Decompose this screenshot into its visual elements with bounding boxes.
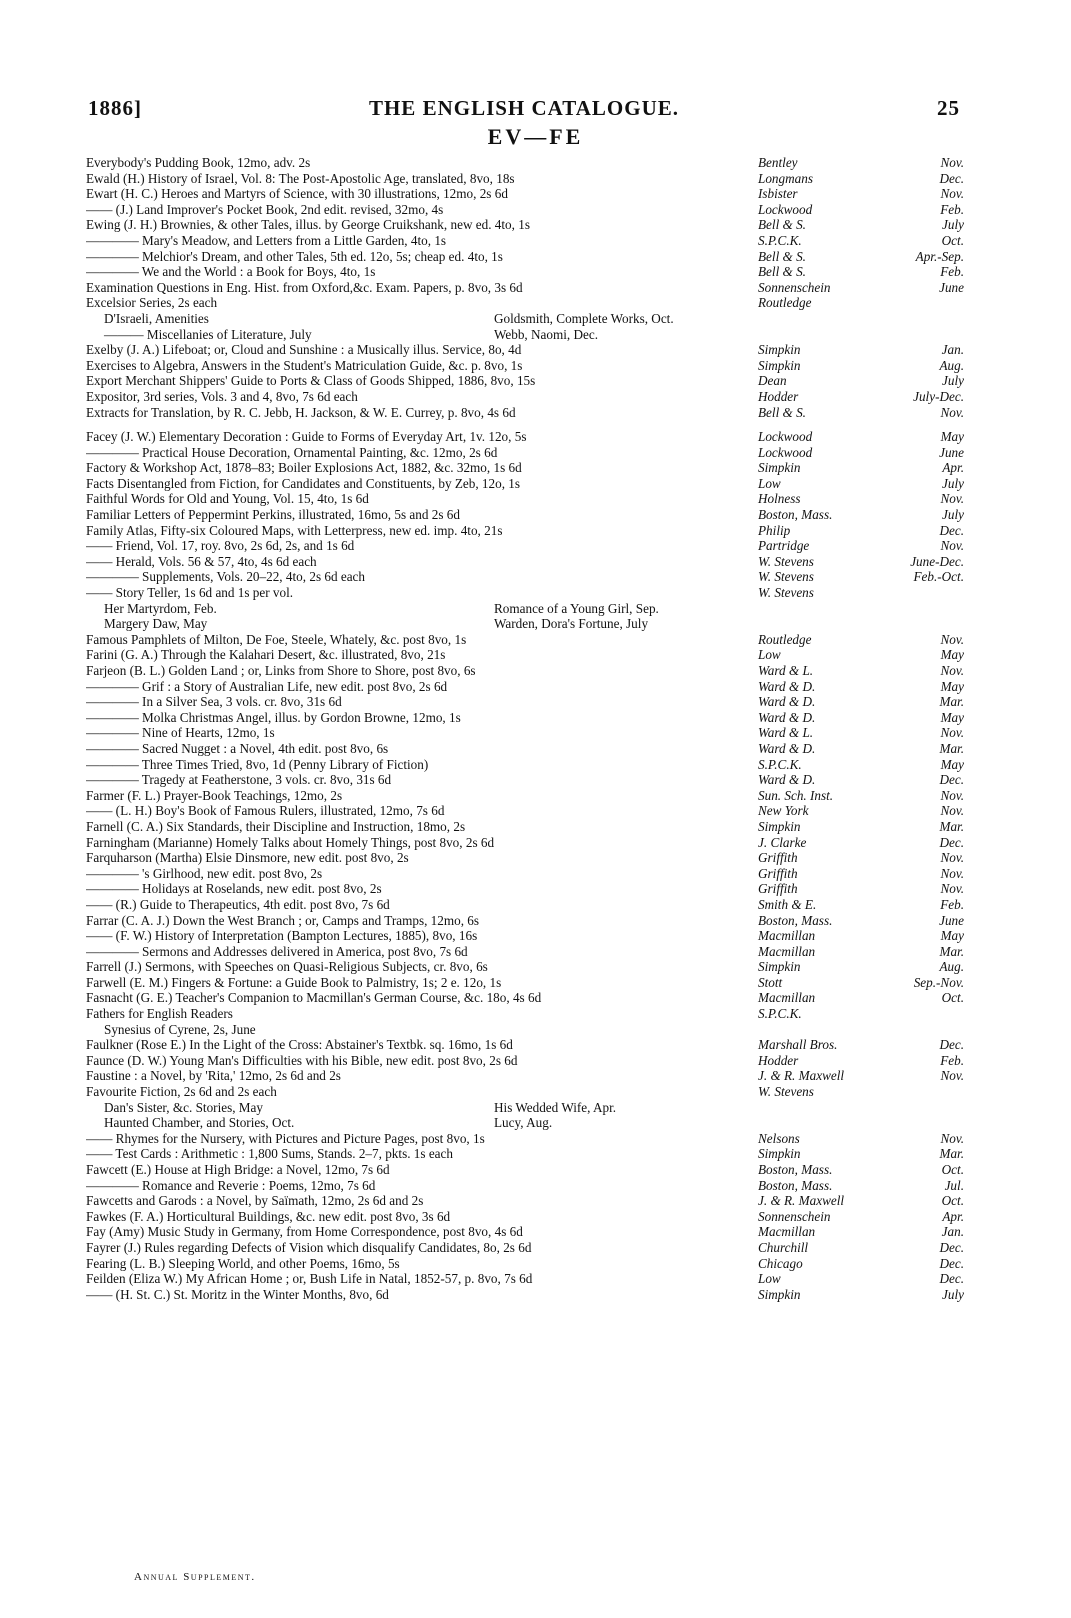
entry-title: —— (L. H.) Boy's Book of Famous Rulers, illustrated, 12mo, 7s 6d	[86, 803, 445, 819]
entry-month: Dec.	[939, 1255, 964, 1271]
series-item: His Wedded Wife, Apr.	[494, 1099, 617, 1115]
series-items-row	[86, 1115, 964, 1131]
catalogue-entry	[86, 1224, 964, 1240]
entry-title: ———— Sacred Nugget : a Novel, 4th edit. post 8vo, 6s	[86, 740, 389, 756]
catalogue-entry	[86, 975, 964, 991]
catalogue-entry	[86, 460, 964, 476]
series-item: Warden, Dora's Fortune, July	[494, 616, 649, 632]
catalogue-entry	[86, 1053, 964, 1069]
page-number: 25	[937, 96, 960, 120]
entry-title: Facey (J. W.) Elementary Decoration : Guide to Forms of Everyday Art, 1v. 12o, 5s	[86, 429, 527, 445]
entry-publisher: Ward & D.	[758, 694, 816, 710]
entry-month: Feb.	[940, 201, 964, 217]
entry-month: Oct.	[941, 232, 964, 248]
series-item: Margery Daw, May	[104, 616, 208, 632]
catalogue-entry	[86, 897, 964, 913]
entry-title: Farmer (F. L.) Prayer-Book Teachings, 12mo, 2s	[86, 787, 343, 803]
entry-publisher: Smith & E.	[758, 896, 817, 912]
entry-publisher: Chicago	[758, 1255, 803, 1271]
series-item: Haunted Chamber, and Stories, Oct.	[104, 1115, 295, 1131]
entry-title: ———— Three Times Tried, 8vo, 1d (Penny Library of Fiction)	[86, 756, 429, 772]
entry-title: Family Atlas, Fifty-six Coloured Maps, with Letterpress, new ed. imp. 4to, 21s	[86, 522, 503, 538]
entry-month: Apr.	[942, 460, 964, 476]
entry-month: Dec.	[939, 1271, 964, 1287]
entry-title: ———— 's Girlhood, new edit. post 8vo, 2s	[86, 865, 323, 881]
entry-title: ———— Practical House Decoration, Ornamental Painting, &c. 12mo, 2s 6d	[86, 444, 498, 460]
entry-publisher: Routledge	[758, 295, 812, 311]
entry-publisher: J. & R. Maxwell	[758, 1193, 845, 1209]
entry-month: Apr.-Sep.	[915, 248, 964, 264]
entry-title: Fawcett (E.) House at High Bridge: a Novel, 12mo, 7s 6d	[86, 1162, 390, 1177]
entry-month: Mar.	[939, 943, 964, 959]
entry-publisher: Bell & S.	[758, 248, 806, 264]
entry-month: Dec.	[939, 170, 964, 186]
entry-title: ———— Romance and Reverie : Poems, 12mo, 7s 6d	[86, 1177, 376, 1193]
entry-month: Dec.	[939, 772, 964, 788]
entry-month: Mar.	[939, 740, 964, 756]
entry-month: June	[939, 279, 964, 295]
entry-month: Jan.	[941, 1224, 964, 1240]
catalogue-entry	[86, 538, 964, 554]
catalogue-entry	[86, 1256, 964, 1272]
entry-publisher: Macmillan	[758, 943, 816, 959]
entry-publisher: Simpkin	[758, 959, 801, 975]
entry-title: —— (R.) Guide to Therapeutics, 4th edit. post 8vo, 7s 6d	[86, 896, 390, 912]
entry-title: Feilden (Eliza W.) My African Home ; or, Bush Life in Natal, 1852-57, p. 8vo, 7s 6d	[86, 1271, 533, 1287]
entry-month: Nov.	[940, 631, 964, 647]
catalogue-entry	[86, 1146, 964, 1162]
entry-publisher: S.P.C.K.	[758, 232, 802, 248]
entry-title: —— Friend, Vol. 17, roy. 8vo, 2s 6d, 2s, and 1s 6d	[86, 538, 355, 554]
entry-publisher: Hodder	[758, 1052, 799, 1068]
entry-publisher: Simpkin	[758, 357, 801, 373]
entry-publisher: Bell & S.	[758, 264, 806, 280]
catalogue-entry	[86, 710, 964, 726]
entry-title: Examination Questions in Eng. Hist. from Oxford,&c. Exam. Papers, p. 8vo, 3s 6d	[86, 279, 523, 295]
entry-title: Facts Disentangled from Fiction, for Candidates and Constituents, by Zeb, 12o, 1s	[86, 475, 521, 491]
entry-publisher: Dean	[758, 373, 787, 389]
series-items-row	[86, 601, 964, 617]
entry-publisher: Ward & D.	[758, 772, 816, 788]
catalogue-entry	[86, 913, 964, 929]
catalogue-entry	[86, 523, 964, 539]
entry-title: ———— Molka Christmas Angel, illus. by Gordon Browne, 12mo, 1s	[86, 709, 461, 725]
entry-month: Jan.	[941, 342, 964, 358]
entry-month: Jul.	[944, 1177, 964, 1193]
entry-title: ———— Supplements, Vols. 20–22, 4to, 2s 6d each	[86, 569, 366, 585]
entry-title: Farquharson (Martha) Elsie Dinsmore, new edit. post 8vo, 2s	[86, 850, 409, 866]
entry-month: July	[942, 475, 964, 491]
entry-publisher: Griffith	[758, 850, 798, 866]
entry-title: Exelby (J. A.) Lifeboat; or, Cloud and Sunshine : a Musically illus. Service, 8o, 4d	[86, 342, 522, 358]
catalogue-entry	[86, 476, 964, 492]
entry-title: Farrar (C. A. J.) Down the West Branch ; or, Camps and Tramps, 12mo, 6s	[86, 912, 480, 928]
entry-title: Export Merchant Shippers' Guide to Ports & Class of Goods Shipped, 1886, 8vo, 15s	[86, 373, 536, 389]
series-item: Dan's Sister, &c. Stories, May	[104, 1099, 263, 1115]
entry-title: Famous Pamphlets of Milton, De Foe, Steele, Whately, &c. post 8vo, 1s	[86, 631, 467, 647]
catalogue-entry	[86, 663, 964, 679]
entry-title: Farnell (C. A.) Six Standards, their Discipline and Instruction, 18mo, 2s	[86, 818, 466, 834]
series-item: Goldsmith, Complete Works, Oct.	[494, 310, 674, 326]
entry-title: Fayrer (J.) Rules regarding Defects of Vision which disqualify Candidates, 8o, 2s 6d	[86, 1239, 532, 1255]
series-items-row	[86, 327, 964, 343]
entry-publisher: Sonnenschein	[758, 1208, 831, 1224]
entry-publisher: Longmans	[758, 170, 813, 186]
entry-publisher: Sonnenschein	[758, 279, 831, 295]
entry-publisher: W. Stevens	[758, 553, 814, 569]
entry-publisher: Simpkin	[758, 1286, 801, 1302]
entry-month: Mar.	[939, 818, 964, 834]
catalogue-entry	[86, 186, 964, 202]
series-item: Her Martyrdom, Feb.	[104, 600, 217, 616]
entry-title: Fay (Amy) Music Study in Germany, from Home Correspondence, post 8vo, 4s 6d	[86, 1224, 523, 1240]
catalogue-entry	[86, 1068, 964, 1084]
catalogue-entry	[86, 1209, 964, 1225]
catalogue-entry	[86, 1271, 964, 1287]
entry-month: Nov.	[940, 663, 964, 678]
entry-title: Farjeon (B. L.) Golden Land ; or, Links from Shore to Shore, post 8vo, 6s	[86, 663, 476, 678]
entry-publisher: Simpkin	[758, 1146, 801, 1162]
catalogue-entry	[86, 1006, 964, 1022]
entry-publisher: Boston, Mass.	[758, 1162, 833, 1177]
series-items-row	[86, 616, 964, 632]
entry-month: Nov.	[940, 881, 964, 897]
catalogue-entry	[86, 1084, 964, 1100]
entry-month: Dec.	[939, 522, 964, 538]
entry-month: Apr.	[942, 1208, 964, 1224]
catalogue-entry	[86, 233, 964, 249]
catalogue-entry	[86, 944, 964, 960]
entry-month: Dec.	[939, 834, 964, 850]
entry-month: Feb.-Oct.	[913, 569, 964, 585]
entry-publisher: Ward & D.	[758, 678, 816, 694]
entry-publisher: Boston, Mass.	[758, 507, 833, 523]
series-item: ——— Miscellanies of Literature, July	[104, 326, 312, 342]
entry-title: Ewald (H.) History of Israel, Vol. 8: The Post-Apostolic Age, translated, 8vo, 18s	[86, 170, 515, 186]
header-year: 1886]	[88, 96, 142, 120]
entry-title: —— Test Cards : Arithmetic : 1,800 Sums, Stands. 2–7, pkts. 1s each	[86, 1146, 453, 1162]
entry-publisher: Holness	[758, 491, 801, 507]
entry-month: Oct.	[941, 1162, 964, 1177]
entry-title: —— Rhymes for the Nursery, with Pictures and Picture Pages, post 8vo, 1s	[86, 1130, 485, 1146]
entry-title: ———— Melchior's Dream, and other Tales, 5th ed. 12o, 5s; cheap ed. 4to, 1s	[86, 248, 503, 264]
entry-publisher: Partridge	[758, 538, 810, 554]
catalogue-entry	[86, 507, 964, 523]
entry-publisher: Bell & S.	[758, 217, 806, 233]
entry-title: Exercises to Algebra, Answers in the Student's Matriculation Guide, &c. p. 8vo, 1s	[86, 357, 523, 373]
entry-month: Nov.	[940, 865, 964, 881]
entry-title: Fathers for English Readers	[86, 1006, 233, 1022]
entry-publisher: Marshall Bros.	[758, 1037, 838, 1053]
entry-title: ———— Grif : a Story of Australian Life, new edit. post 8vo, 2s 6d	[86, 678, 448, 694]
entry-month: May	[940, 756, 964, 772]
catalogue-entry	[86, 1240, 964, 1256]
catalogue-entry	[86, 569, 964, 585]
catalogue-entry	[86, 295, 964, 311]
entry-title: ———— In a Silver Sea, 3 vols. cr. 8vo, 31s 6d	[86, 694, 342, 710]
entry-publisher: Macmillan	[758, 1224, 816, 1240]
catalogue-entry	[86, 850, 964, 866]
entry-publisher: Lockwood	[758, 429, 813, 445]
catalogue-entry	[86, 835, 964, 851]
catalogue-entry	[86, 866, 964, 882]
entry-publisher: S.P.C.K.	[758, 1006, 802, 1022]
series-item: D'Israeli, Amenities	[104, 310, 209, 326]
entry-month: June-Dec.	[910, 553, 964, 569]
entry-month: July	[942, 1286, 964, 1302]
entry-month: Sep.-Nov.	[913, 974, 964, 990]
entry-publisher: Low	[758, 1271, 781, 1287]
entry-title: ———— Holidays at Roselands, new edit. post 8vo, 2s	[86, 881, 382, 897]
entry-month: June	[939, 912, 964, 928]
entry-publisher: S.P.C.K.	[758, 756, 802, 772]
entry-publisher: W. Stevens	[758, 585, 814, 601]
catalogue-entry	[86, 171, 964, 187]
catalogue-entry	[86, 725, 964, 741]
entry-publisher: J. Clarke	[758, 834, 807, 850]
catalogue-entry	[86, 679, 964, 695]
catalogue-entry	[86, 881, 964, 897]
entry-title: Favourite Fiction, 2s 6d and 2s each	[86, 1084, 277, 1100]
entry-publisher: Lockwood	[758, 201, 813, 217]
entry-title: Extracts for Translation, by R. C. Jebb, H. Jackson, & W. E. Currey, p. 8vo, 4s 6d	[86, 404, 516, 420]
catalogue-entry	[86, 358, 964, 374]
catalogue-entry	[86, 554, 964, 570]
entry-publisher: Simpkin	[758, 342, 801, 358]
entry-publisher: Stott	[758, 974, 783, 990]
catalogue-entry	[86, 264, 964, 280]
series-item: Romance of a Young Girl, Sep.	[494, 600, 659, 616]
entry-month: Oct.	[941, 990, 964, 1006]
entry-month: Dec.	[939, 1239, 964, 1255]
entry-publisher: Hodder	[758, 388, 799, 404]
catalogue-entry	[86, 694, 964, 710]
entry-title: Excelsior Series, 2s each	[86, 295, 218, 311]
entry-publisher: W. Stevens	[758, 569, 814, 585]
entry-month: Feb.	[940, 264, 964, 280]
entry-publisher: Bell & S.	[758, 404, 806, 420]
series-item: Lucy, Aug.	[494, 1115, 553, 1131]
entry-month: Nov.	[940, 1068, 964, 1084]
series-items-row	[86, 311, 964, 327]
section-heading: EV—FE	[487, 124, 584, 149]
series-items-row	[86, 1100, 964, 1116]
catalogue-entry	[86, 429, 964, 445]
entry-title: Expositor, 3rd series, Vols. 3 and 4, 8vo, 7s 6d each	[86, 388, 358, 404]
catalogue-entry	[86, 757, 964, 773]
entry-publisher: Sun. Sch. Inst.	[758, 787, 834, 803]
catalogue-entry	[86, 445, 964, 461]
entry-publisher: Griffith	[758, 865, 798, 881]
entry-month: Nov.	[940, 725, 964, 741]
entry-month: Nov.	[940, 850, 964, 866]
entry-title: Faustine : a Novel, by 'Rita,' 12mo, 2s 6d and 2s	[86, 1068, 341, 1084]
entry-publisher: Griffith	[758, 881, 798, 897]
catalogue-entry	[86, 389, 964, 405]
entry-title: ———— Sermons and Addresses delivered in America, post 8vo, 7s 6d	[86, 943, 468, 959]
entry-title: —— Story Teller, 1s 6d and 1s per vol.	[86, 585, 294, 601]
catalogue-entry	[86, 155, 964, 171]
entry-title: ———— Tragedy at Featherstone, 3 vols. cr. 8vo, 31s 6d	[86, 772, 392, 788]
catalogue-entry	[86, 788, 964, 804]
entry-publisher: Low	[758, 647, 781, 663]
entry-publisher: Ward & D.	[758, 709, 816, 725]
entry-title: Farrell (J.) Sermons, with Speeches on Quasi-Religious Subjects, cr. 8vo, 6s	[86, 959, 488, 975]
catalogue-entry	[86, 491, 964, 507]
entry-publisher: Philip	[758, 522, 791, 538]
entry-title: Everybody's Pudding Book, 12mo, adv. 2s	[86, 155, 311, 170]
entry-title: ———— We and the World : a Book for Boys, 4to, 1s	[86, 264, 376, 280]
entry-month: Nov.	[940, 186, 964, 202]
series-item: Webb, Naomi, Dec.	[494, 326, 599, 342]
entry-month: Nov.	[940, 491, 964, 507]
entry-month: Aug.	[939, 357, 964, 373]
catalogue-entry	[86, 741, 964, 757]
catalogue-entry	[86, 373, 964, 389]
entry-month: May	[940, 928, 964, 944]
entry-title: Fawkes (F. A.) Horticultural Buildings, &c. new edit. post 8vo, 3s 6d	[86, 1208, 451, 1224]
entry-publisher: J. & R. Maxwell	[758, 1068, 845, 1084]
entry-publisher: Lockwood	[758, 444, 813, 460]
entry-publisher: Macmillan	[758, 990, 816, 1006]
entry-month: Feb.	[940, 1052, 964, 1068]
entry-title: Farwell (E. M.) Fingers & Fortune: a Guide Book to Palmistry, 1s; 2 e. 12o, 1s	[86, 974, 502, 990]
entry-title: Faunce (D. W.) Young Man's Difficulties with his Bible, new edit. post 8vo, 2s 6d	[86, 1052, 518, 1068]
running-header	[88, 96, 960, 126]
catalogue-entry	[86, 928, 964, 944]
entry-title: Factory & Workshop Act, 1878–83; Boiler Explosions Act, 1882, &c. 32mo, 1s 6d	[86, 460, 522, 476]
catalogue-entry	[86, 1287, 964, 1303]
catalogue-entry	[86, 342, 964, 358]
entry-publisher: New York	[758, 803, 809, 819]
entry-month: July	[942, 507, 964, 523]
entry-month: Oct.	[941, 1193, 964, 1209]
catalogue-entry	[86, 647, 964, 663]
entry-title: Farini (G. A.) Through the Kalahari Desert, &c. illustrated, 8vo, 21s	[86, 647, 446, 663]
entry-title: Faithful Words for Old and Young, Vol. 15, 4to, 1s 6d	[86, 491, 369, 507]
catalogue-entry	[86, 202, 964, 218]
entry-month: Nov.	[940, 404, 964, 420]
entry-publisher: Ward & L.	[758, 663, 814, 678]
entry-title: —— (F. W.) History of Interpretation (Bampton Lectures, 1885), 8vo, 16s	[86, 928, 478, 944]
entry-publisher: Routledge	[758, 631, 812, 647]
catalogue-entry	[86, 405, 964, 421]
entry-publisher: Macmillan	[758, 928, 816, 944]
catalogue-entry	[86, 959, 964, 975]
entry-month: July-Dec.	[913, 388, 964, 404]
entry-month: June	[939, 444, 964, 460]
entry-publisher: Nelsons	[758, 1130, 800, 1146]
entry-list	[86, 155, 964, 1302]
entry-title: Faulkner (Rose E.) In the Light of the Cross: Abstainer's Textbk. sq. 16mo, 1s 6d	[86, 1037, 513, 1053]
entry-month: July	[942, 373, 964, 389]
catalogue-entry	[86, 803, 964, 819]
entry-publisher: Low	[758, 475, 781, 491]
entry-publisher: Simpkin	[758, 460, 801, 476]
entry-month: Nov.	[940, 803, 964, 819]
entry-publisher: Isbister	[758, 186, 798, 202]
catalogue-entry	[86, 990, 964, 1006]
series-items-row	[86, 1022, 964, 1038]
entry-month: May	[940, 647, 964, 663]
entry-month: May	[940, 678, 964, 694]
entry-month: Nov.	[940, 155, 964, 170]
entry-gap	[86, 420, 964, 429]
entry-publisher: W. Stevens	[758, 1084, 814, 1100]
entry-title: ———— Nine of Hearts, 12mo, 1s	[86, 725, 275, 741]
entry-month: May	[940, 709, 964, 725]
entry-month: Mar.	[939, 694, 964, 710]
entry-publisher: Churchill	[758, 1239, 809, 1255]
entry-title: —— (J.) Land Improver's Pocket Book, 2nd edit. revised, 32mo, 4s	[86, 201, 444, 217]
entry-title: —— Herald, Vols. 56 & 57, 4to, 4s 6d each	[86, 553, 317, 569]
catalogue-entry	[86, 1178, 964, 1194]
series-item: Synesius of Cyrene, 2s, June	[104, 1021, 256, 1037]
entry-title: ———— Mary's Meadow, and Letters from a Little Garden, 4to, 1s	[86, 232, 447, 248]
entry-month: Nov.	[940, 787, 964, 803]
catalogue-entry	[86, 772, 964, 788]
catalogue-entry	[86, 217, 964, 233]
entry-publisher: Bentley	[758, 155, 798, 170]
catalogue-entry	[86, 1131, 964, 1147]
entry-month: Mar.	[939, 1146, 964, 1162]
catalogue-entry	[86, 585, 964, 601]
catalogue-entry	[86, 632, 964, 648]
footer-note: Annual Supplement.	[134, 1571, 256, 1583]
entry-month: Dec.	[939, 1037, 964, 1053]
entry-month: July	[942, 217, 964, 233]
entry-title: Ewing (J. H.) Brownies, & other Tales, illus. by George Cruikshank, new ed. 4to, 1s	[86, 217, 530, 233]
entry-month: Nov.	[940, 538, 964, 554]
header-title: THE ENGLISH CATALOGUE.	[368, 96, 680, 120]
entry-title: Fasnacht (G. E.) Teacher's Companion to Macmillan's German Course, &c. 18o, 4s 6d	[86, 990, 542, 1006]
entry-title: Fawcetts and Garods : a Novel, by Saïmath, 12mo, 2s 6d and 2s	[86, 1193, 424, 1209]
entry-month: Feb.	[940, 896, 964, 912]
entry-month: Aug.	[939, 959, 964, 975]
entry-month: Nov.	[940, 1130, 964, 1146]
entry-title: Ewart (H. C.) Heroes and Martyrs of Science, with 30 illustrations, 12mo, 2s 6d	[86, 186, 508, 202]
entry-publisher: Boston, Mass.	[758, 912, 833, 928]
entry-publisher: Ward & L.	[758, 725, 814, 741]
entry-publisher: Simpkin	[758, 818, 801, 834]
catalogue-entry	[86, 1193, 964, 1209]
entry-title: —— (H. St. C.) St. Moritz in the Winter Months, 8vo, 6d	[86, 1286, 389, 1302]
catalogue-entry	[86, 249, 964, 265]
entry-title: Familiar Letters of Peppermint Perkins, illustrated, 16mo, 5s and 2s 6d	[86, 507, 460, 523]
entry-publisher: Boston, Mass.	[758, 1177, 833, 1193]
catalogue-entry	[86, 819, 964, 835]
catalogue-entry	[86, 1037, 964, 1053]
catalogue-entry	[86, 280, 964, 296]
catalogue-entry	[86, 1162, 964, 1178]
entry-month: May	[940, 429, 964, 445]
entry-publisher: Ward & D.	[758, 740, 816, 756]
entry-title: Fearing (L. B.) Sleeping World, and other Poems, 16mo, 5s	[86, 1255, 400, 1271]
entry-title: Farningham (Marianne) Homely Talks about Homely Things, post 8vo, 2s 6d	[86, 834, 495, 850]
